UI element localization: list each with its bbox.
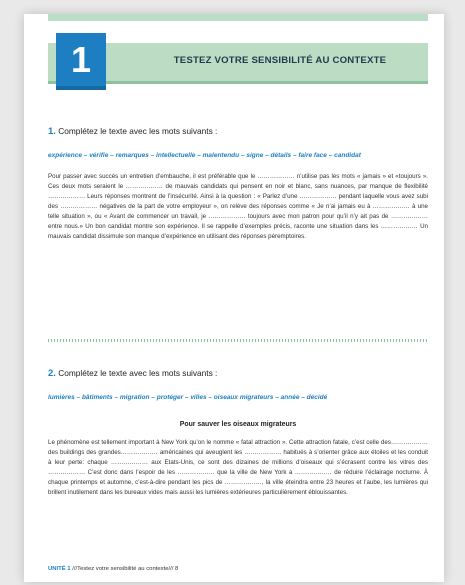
exercise-2-text: Le phénomène est tellement important à New York qu’on le nomme « fatal attraction ». Cette attraction fatale, c’est celle des……………… des buildings des grandes……………… américaines qui aveuglent les ……………… habitués à s’orienter grâce aux étoiles et les conduit à leur perte: chaque ……………… aux Etats-Unis, ce sont des dizaines de millions d’oiseaux qui s’écrasent contre les vitres des ……………… C’est donc dans l’espoir de les ……………… que la ville de New York a ……………… de réduire l’éclairage nocturne. À chaque printemps et automne, c’est-à-dire pendant les pics de ………………, la ville éteindra entre 23 heures et l’aube, les lumières qui brillent inutilement dans les bureaux vides mais aussi les lumières extérieures particulièrement éblouissantes.	[48, 439, 428, 496]
exercise-2-word-bank: lumières – bâtiments – migration – protéger – villes – oiseaux migrateurs – année – décidé	[48, 394, 328, 401]
unit-number-box	[56, 33, 106, 90]
section-separator	[48, 339, 428, 342]
exercise-1-instruction-text: Complétez le texte avec les mots suivants :	[58, 126, 218, 136]
exercise-2-instruction-text: Complétez le texte avec les mots suivants :	[58, 368, 218, 378]
exercise-1-number: 1.	[48, 126, 56, 137]
workbook-page	[24, 14, 444, 582]
unit-title: TESTEZ VOTRE SENSIBILITÉ AU CONTEXTE	[173, 55, 387, 66]
exercise-1-text: Pour passer avec succès un entretien d’embauche, il est préférable que le ……………… n’utilise pas les mots « jamais » et «toujours ». Ces deux mots seraient le ……………… de mauvais candidats qui pensent en noir et blanc, sans nuances, par manque de flexibilité ……………… Leurs réponses montrent de l’insécurité. Ainsi à la question : « Parlez d’une ……………… pendant laquelle vous avez subi des ……………… négatives de la part de votre employeur », on relève des réponses comme « Je n’ai jamais eu à ……………… à une telle situation », ou « Avant de commencer un travail, je ……………… toujours avec mon patron pour qu’il n’y ait pas de ……………… entre nous.» Un bon candidat montre son expérience. Il se rappelle d’exemples précis, raconte une situation dans les ……………… Un mauvais candidat dissimule son manque d’expérience en utilisant des réponses péremptoires.	[48, 173, 428, 240]
top-color-band	[48, 14, 428, 21]
exercise-2-instruction	[48, 368, 428, 379]
exercise-1-word-bank: expérience – vérifie – remarques – intellectuelle – malentendu – signe – détails – faire face – candidat	[48, 152, 361, 159]
exercise-2-number: 2.	[48, 368, 56, 379]
footer-text: ///Testez votre sensibilité au contexte/// 8	[70, 566, 179, 572]
exercise-2-subtitle: Pour sauver les oiseaux migrateurs	[179, 421, 297, 428]
page-footer	[48, 566, 428, 572]
unit-number: 1	[70, 38, 92, 80]
exercise-1-instruction	[48, 126, 428, 137]
footer-unit-label: UNITÉ 1	[48, 566, 71, 572]
